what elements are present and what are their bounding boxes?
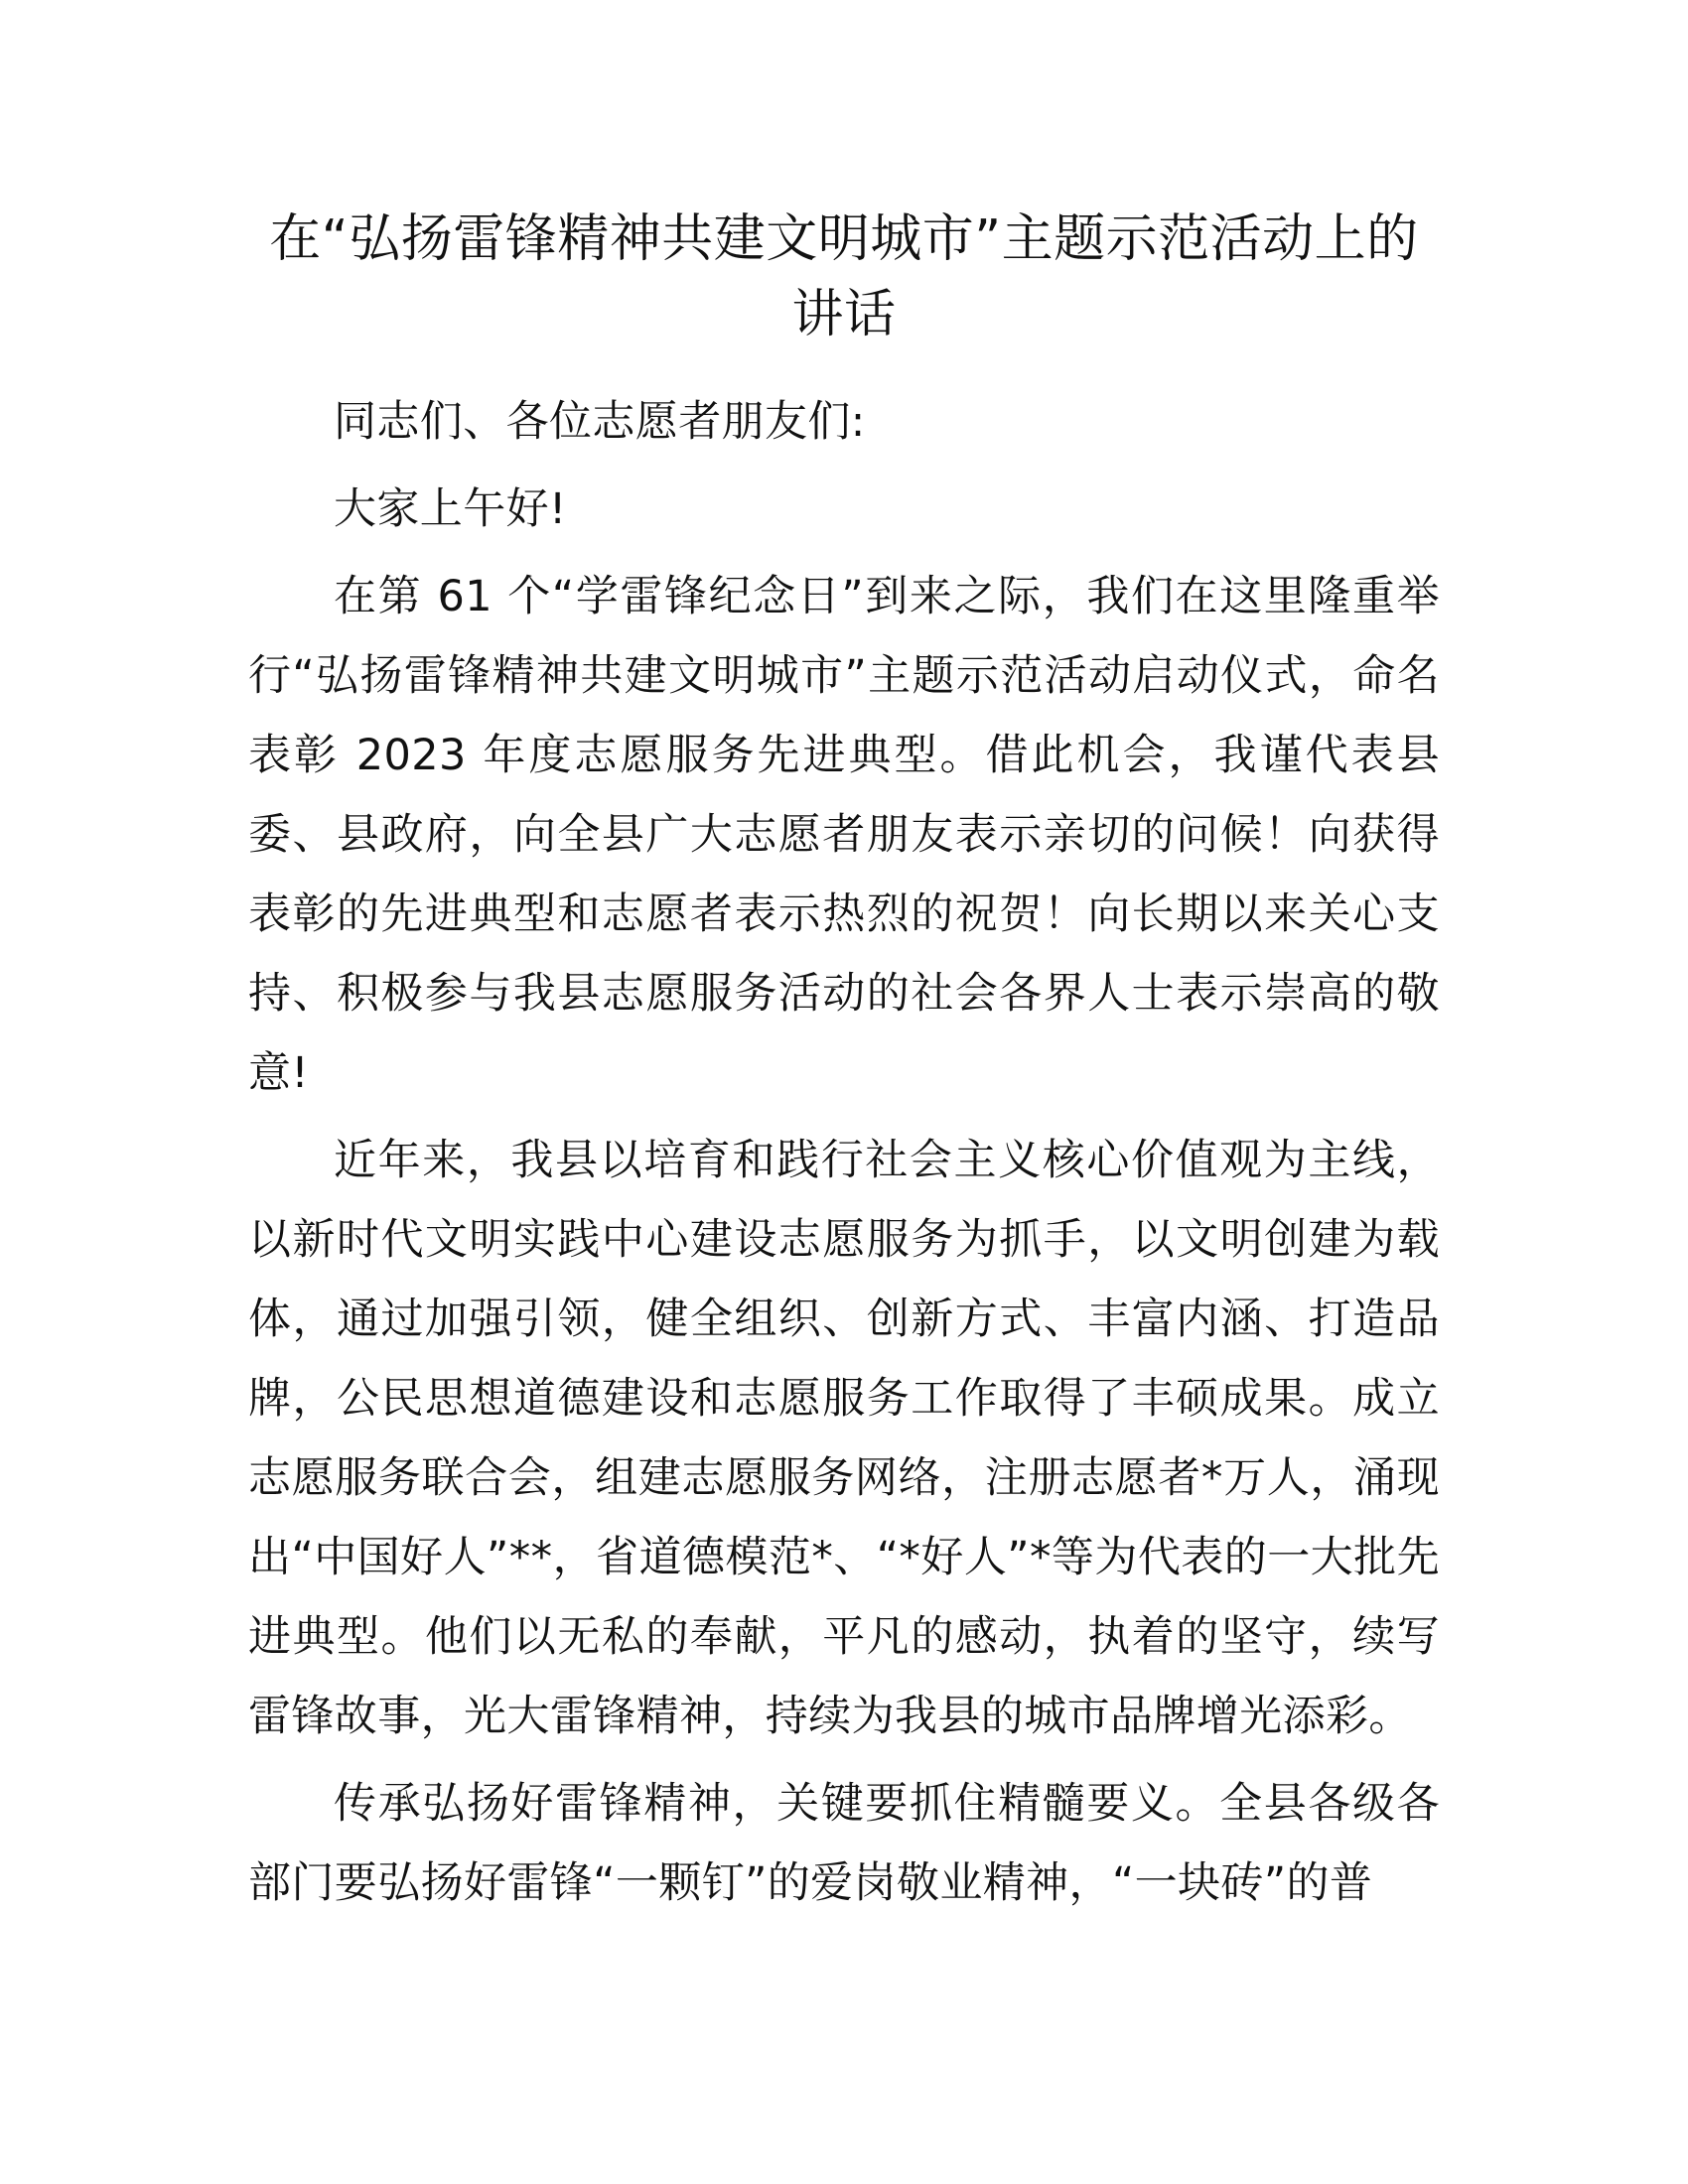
speech-body (248, 382, 1440, 1931)
salutation: 同志们、各位志愿者朋友们: (334, 397, 866, 447)
paragraph-opening: 在第 61 个“学雷锋纪念日”到来之际，我们在这里隆重举行“弘扬雷锋精神共建文明城市”主题示范活动启动仪式，命名表彰 2023 年度志愿服务先进典型。借此机会，我谨代表县委、县政府，向全县广大志愿者朋友表示亲切的问候！向获得表彰的先进典型和志愿者表示热烈的祝贺！向长期以来关心支持、积极参与我县志愿服务活动的社会各界人士表示崇高的敬意! (248, 572, 1440, 1098)
speech-title: 在“弘扬雷锋精神共建文明城市”主题示范活动上的讲话 (269, 209, 1419, 344)
greeting: 大家上午好! (334, 484, 567, 534)
paragraph-inheritance: 传承弘扬好雷锋精神，关键要抓住精髓要义。全县各级各部门要弘扬好雷锋“一颗钉”的爱岗敬业精神，“一块砖”的普 (248, 1779, 1440, 1908)
paragraph-achievements: 近年来，我县以培育和践行社会主义核心价值观为主线，以新时代文明实践中心建设志愿服务为抓手，以文明创建为载体，通过加强引领，健全组织、创新方式、丰富内涵、打造品牌，公民思想道德建设和志愿服务工作取得了丰硕成果。成立志愿服务联合会，组建志愿服务网络，注册志愿者*万人，涌现出“中国好人”**，省道德模范*、“*好人”*等为代表的一大批先进典型。他们以无私的奉献，平凡的感动，执着的坚守，续写雷锋故事，光大雷锋精神，持续为我县的城市品牌增光添彩。 (248, 1136, 1440, 1741)
